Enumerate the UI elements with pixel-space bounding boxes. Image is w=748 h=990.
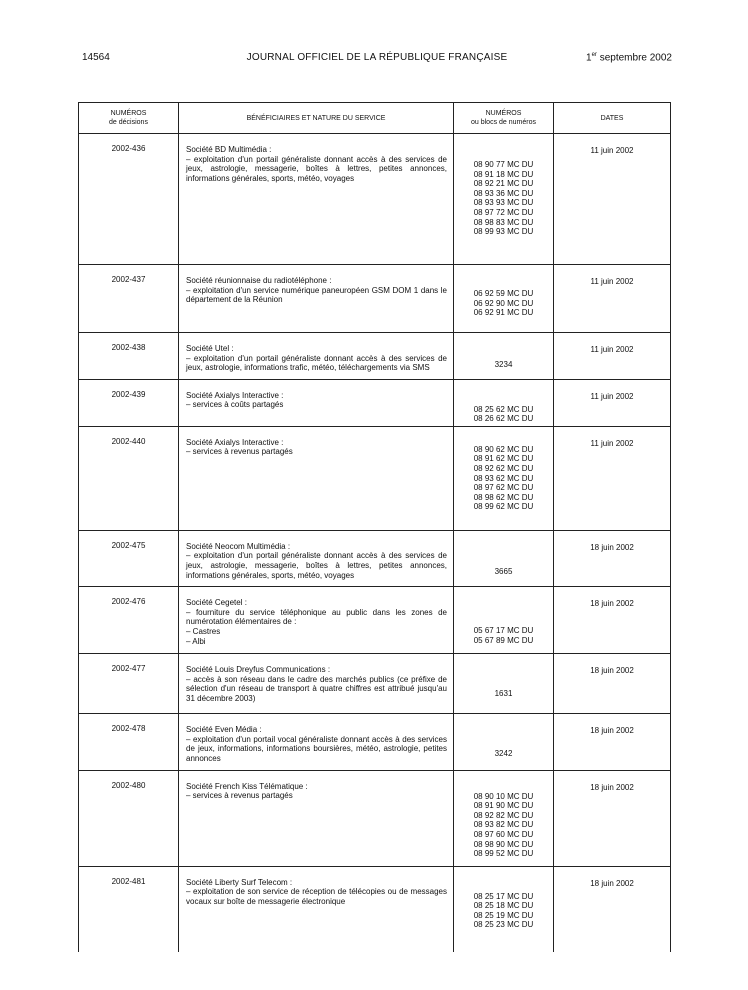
number-block: 08 26 62 MC DU — [473, 414, 534, 424]
number-block: 08 90 77 MC DU — [473, 160, 534, 169]
decision-number: 2002-478 — [79, 714, 179, 770]
numbers-cell — [454, 587, 554, 654]
number-block: 08 92 62 MC DU — [473, 463, 534, 473]
numbers-cell — [454, 770, 554, 866]
service-description: – exploitation d'un portail généraliste donnant accès à des services de jeux, astrologie, messagerie, boîtes à lettres, petites annonces, informations générales, sports, météo, voyages — [186, 551, 447, 580]
page-number: 14564 — [82, 52, 110, 63]
number-block-list — [454, 333, 553, 370]
decision-number: 2002-476 — [79, 587, 179, 654]
decision-date: 18 juin 2002 — [554, 654, 671, 714]
number-block: 08 97 60 MC DU — [473, 829, 534, 839]
number-block: 08 93 62 MC DU — [473, 473, 534, 483]
number-block: 08 90 10 MC DU — [473, 791, 534, 801]
decision-number: 2002-475 — [79, 530, 179, 586]
numbers-cell — [454, 530, 554, 586]
decision-date: 11 juin 2002 — [554, 265, 671, 333]
decision-date: 11 juin 2002 — [554, 134, 671, 265]
decision-date: 11 juin 2002 — [554, 426, 671, 530]
company-name: Société Axialys Interactive : — [186, 390, 284, 400]
number-block: 08 98 62 MC DU — [473, 492, 534, 502]
company-name: Société Louis Dreyfus Communications : — [186, 665, 331, 675]
service-description: – accès à son réseau dans le cadre des marchés publics (ce préfixe de sélection d'un réseau de transport à quatre chiffres est attribué jusqu'au 31 décembre 2003) — [186, 674, 447, 703]
number-block-list — [454, 531, 553, 577]
number-block: 08 92 21 MC DU — [473, 179, 534, 189]
number-block: 05 67 17 MC DU — [473, 626, 534, 636]
beneficiary-cell — [179, 714, 454, 770]
service-description: – exploitation de son service de réception de télécopies ou de messages vocaux sur boîte de messagerie électronique — [186, 887, 447, 906]
numbers-cell — [454, 333, 554, 380]
decision-date: 18 juin 2002 — [554, 530, 671, 586]
beneficiary-cell — [179, 866, 454, 952]
decision-number: 2002-439 — [79, 379, 179, 426]
decision-date: 18 juin 2002 — [554, 587, 671, 654]
decision-date: 11 juin 2002 — [554, 379, 671, 426]
numbers-cell — [454, 134, 554, 265]
decision-date: 18 juin 2002 — [554, 714, 671, 770]
service-description: – exploitation d'un portail généraliste donnant accès à des services de jeux, astrologie, messagerie, boîtes à lettres, petites annonces, informations générales, sports, météo, voyages — [186, 154, 447, 183]
company-name: Société réunionnaise du radiotéléphone : — [186, 276, 332, 285]
decision-number: 2002-440 — [79, 426, 179, 530]
service-description: – services à coûts partagés — [186, 400, 284, 410]
number-block: 08 91 18 MC DU — [473, 169, 534, 179]
company-name: Société Cegetel : — [186, 598, 247, 608]
beneficiary-cell — [179, 770, 454, 866]
decision-date: 18 juin 2002 — [554, 866, 671, 952]
number-block: 08 25 18 MC DU — [473, 901, 534, 911]
page-header — [82, 52, 672, 66]
table-row — [79, 770, 671, 866]
number-block: 06 92 59 MC DU — [473, 289, 534, 298]
numbers-cell — [454, 866, 554, 952]
service-description: – Castres — [186, 626, 221, 636]
beneficiary-cell — [179, 134, 454, 265]
service-description: – services à revenus partagés — [186, 791, 293, 801]
beneficiary-cell — [179, 379, 454, 426]
decision-date: 18 juin 2002 — [554, 770, 671, 866]
beneficiary-cell — [179, 265, 454, 333]
service-description: – exploitation d'un service numérique paneuropéen GSM DOM 1 dans le département de la Réunion — [186, 285, 447, 305]
number-block: 06 92 90 MC DU — [473, 298, 534, 308]
table-row — [79, 530, 671, 586]
number-block: 1631 — [494, 689, 513, 699]
decision-number: 2002-437 — [79, 265, 179, 333]
table-header-row — [79, 103, 671, 134]
beneficiary-cell — [179, 530, 454, 586]
header-decisions: NUMÉROS de décisions — [79, 103, 179, 134]
company-name: Société French Kiss Télématique : — [186, 781, 308, 791]
issue-date: 1er septembre 2002 — [586, 52, 672, 64]
beneficiary-cell — [179, 587, 454, 654]
number-block: 08 97 72 MC DU — [473, 207, 534, 217]
beneficiary-cell — [179, 654, 454, 714]
number-block: 05 67 89 MC DU — [473, 635, 534, 645]
number-block: 08 25 62 MC DU — [473, 404, 534, 414]
journal-title: JOURNAL OFFICIEL DE LA RÉPUBLIQUE FRANÇAISE — [246, 52, 508, 63]
decision-number: 2002-438 — [79, 333, 179, 380]
company-name: Société Utel : — [186, 344, 234, 353]
number-block: 08 92 82 MC DU — [473, 810, 534, 820]
decision-number: 2002-480 — [79, 770, 179, 866]
beneficiary-cell — [179, 426, 454, 530]
table-row — [79, 654, 671, 714]
header-numeros: NUMÉROS ou blocs de numéros — [454, 103, 554, 134]
company-name: Société Neocom Multimédia : — [186, 541, 291, 551]
numbers-cell — [454, 426, 554, 530]
number-block: 08 98 90 MC DU — [473, 839, 534, 849]
number-block: 3234 — [494, 360, 513, 369]
service-description: – services à revenus partagés — [186, 447, 293, 457]
number-block: 08 99 62 MC DU — [473, 502, 534, 512]
number-block: 08 25 17 MC DU — [473, 891, 534, 901]
company-name: Société BD Multimédia : — [186, 145, 272, 154]
decision-date: 11 juin 2002 — [554, 333, 671, 380]
number-block-list — [454, 654, 553, 699]
number-block: 08 93 93 MC DU — [473, 198, 534, 208]
numbers-cell — [454, 654, 554, 714]
beneficiary-cell — [179, 333, 454, 380]
table-row — [79, 333, 671, 380]
number-block: 08 91 90 MC DU — [473, 801, 534, 811]
table-row — [79, 714, 671, 770]
number-block: 08 91 62 MC DU — [473, 454, 534, 464]
header-beneficiaires: BÉNÉFICIAIRES ET NATURE DU SERVICE — [179, 103, 454, 134]
number-block: 08 98 83 MC DU — [473, 217, 534, 227]
number-block-list — [454, 714, 553, 759]
table-row — [79, 866, 671, 952]
number-block-list — [454, 134, 553, 237]
decision-number: 2002-481 — [79, 866, 179, 952]
numbers-cell — [454, 714, 554, 770]
table-row — [79, 426, 671, 530]
company-name: Société Liberty Surf Telecom : — [186, 877, 293, 887]
number-block-list — [454, 771, 553, 859]
service-description: – exploitation d'un portail vocal généraliste donnant accès à des services de jeux, informations, informations boursières, météo, astrologie, petites annonces — [186, 734, 447, 763]
company-name: Société Axialys Interactive : — [186, 437, 284, 447]
number-block-list — [454, 380, 553, 424]
numbers-cell — [454, 265, 554, 333]
table-row — [79, 265, 671, 333]
table-row — [79, 379, 671, 426]
service-description: – fourniture du service téléphonique au public dans les zones de numérotation élémentaires de : — [186, 607, 447, 627]
number-block-list — [454, 587, 553, 645]
number-block: 06 92 91 MC DU — [473, 308, 534, 318]
decisions-table — [78, 102, 671, 952]
number-block-list — [454, 427, 553, 512]
table-row — [79, 587, 671, 654]
number-block-list — [454, 265, 553, 318]
number-block: 08 99 93 MC DU — [473, 227, 534, 237]
service-description: – exploitation d'un portail généraliste donnant accès à des services de jeux, astrologie, informations trafic, météo, téléchargements via SMS — [186, 353, 447, 373]
number-block: 08 25 23 MC DU — [473, 920, 534, 930]
number-block: 08 93 82 MC DU — [473, 820, 534, 830]
number-block: 08 99 52 MC DU — [473, 849, 534, 859]
decision-number: 2002-436 — [79, 134, 179, 265]
number-block: 08 90 62 MC DU — [473, 444, 534, 454]
number-block: 08 97 62 MC DU — [473, 483, 534, 493]
number-block: 3665 — [494, 566, 513, 576]
company-name: Société Even Média : — [186, 725, 262, 735]
numbers-cell — [454, 379, 554, 426]
decision-number: 2002-477 — [79, 654, 179, 714]
number-block: 08 93 36 MC DU — [473, 188, 534, 198]
service-description: – Albi — [186, 636, 206, 646]
table-row — [79, 134, 671, 265]
number-block-list — [454, 867, 553, 930]
header-dates: DATES — [554, 103, 671, 134]
number-block: 08 25 19 MC DU — [473, 910, 534, 920]
number-block: 3242 — [494, 749, 513, 759]
